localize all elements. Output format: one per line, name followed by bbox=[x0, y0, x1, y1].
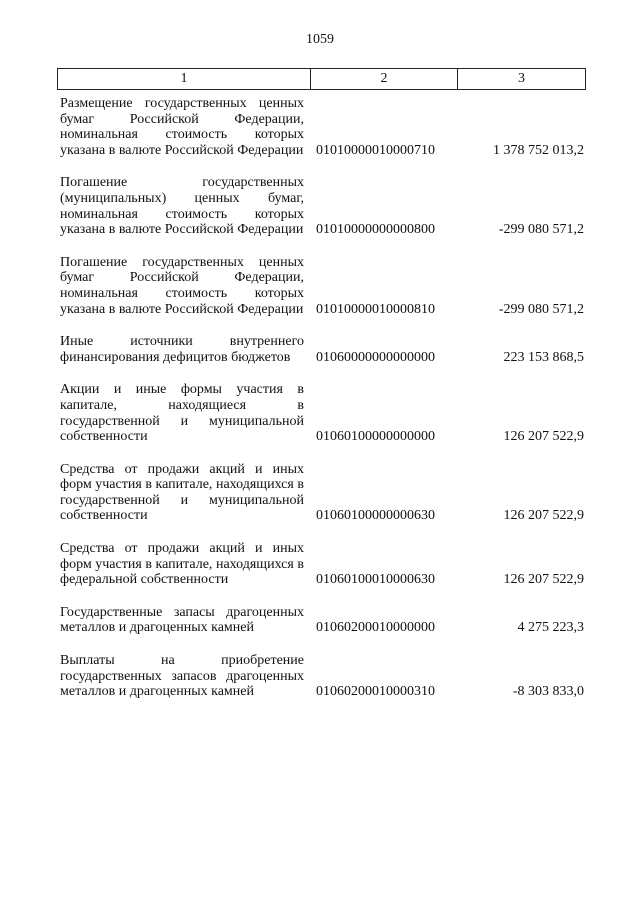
row-code: 01060200010000000 bbox=[316, 620, 435, 636]
table-row bbox=[60, 653, 586, 700]
row-code: 01060100010000630 bbox=[316, 572, 435, 588]
row-name: Выплаты на приобретение государственных запасов драгоценных металлов и драгоценных камней bbox=[60, 653, 304, 700]
row-code: 01010000010000810 bbox=[316, 301, 435, 317]
table-header bbox=[57, 68, 586, 90]
row-name: Погашение государственных ценных бумаг Российской Федерации, номинальная стоимость которых указана в валюте Российской Федерации bbox=[60, 254, 304, 317]
row-amount: 126 207 522,9 bbox=[503, 572, 584, 588]
row-name: Акции и иные формы участия в капитале, находящиеся в государственной и муниципальной собственности bbox=[60, 382, 304, 445]
row-code: 01010000000000800 bbox=[316, 222, 435, 238]
row-amount: -299 080 571,2 bbox=[498, 301, 584, 317]
row-code: 01060100000000000 bbox=[316, 429, 435, 445]
row-name: Погашение государственных (муниципальных) ценных бумаг, номинальная стоимость которых указана в валюте Российской Федерации bbox=[60, 175, 304, 238]
row-name: Средства от продажи акций и иных форм участия в капитале, находящихся в федеральной собственности bbox=[60, 541, 304, 588]
table-row bbox=[60, 255, 586, 317]
table-row bbox=[60, 462, 586, 524]
table-row bbox=[60, 96, 586, 158]
row-amount: -8 303 833,0 bbox=[512, 684, 584, 700]
row-name: Иные источники внутреннего финансирования дефицитов бюджетов bbox=[60, 334, 304, 365]
header-col-2: 2 bbox=[311, 69, 458, 89]
row-amount: 1 378 752 013,2 bbox=[493, 142, 584, 158]
row-code: 01060100000000630 bbox=[316, 508, 435, 524]
page-number: 1059 bbox=[306, 32, 334, 47]
table-row bbox=[60, 382, 586, 444]
row-amount: 4 275 223,3 bbox=[517, 620, 584, 636]
table-row bbox=[60, 605, 586, 636]
row-amount: 126 207 522,9 bbox=[503, 508, 584, 524]
header-col-3: 3 bbox=[518, 71, 525, 86]
row-name: Государственные запасы драгоценных металлов и драгоценных камней bbox=[60, 604, 304, 636]
row-code: 01060200010000310 bbox=[316, 684, 435, 700]
table-body bbox=[60, 96, 586, 717]
row-name: Размещение государственных ценных бумаг Российской Федерации, номинальная стоимость которых указана в валюте Российской Федерации bbox=[60, 96, 304, 158]
table-row bbox=[60, 334, 586, 365]
row-name: Средства от продажи акций и иных форм участия в капитале, находящихся в государственной и муниципальной собственности bbox=[60, 461, 304, 524]
row-amount: -299 080 571,2 bbox=[498, 222, 584, 238]
header-col-1: 1 bbox=[58, 69, 311, 89]
row-amount: 223 153 868,5 bbox=[503, 349, 584, 365]
row-amount: 126 207 522,9 bbox=[503, 429, 584, 445]
row-code: 01010000010000710 bbox=[316, 142, 435, 158]
table-row bbox=[60, 175, 586, 237]
table-row bbox=[60, 541, 586, 588]
row-code: 01060000000000000 bbox=[316, 349, 435, 365]
